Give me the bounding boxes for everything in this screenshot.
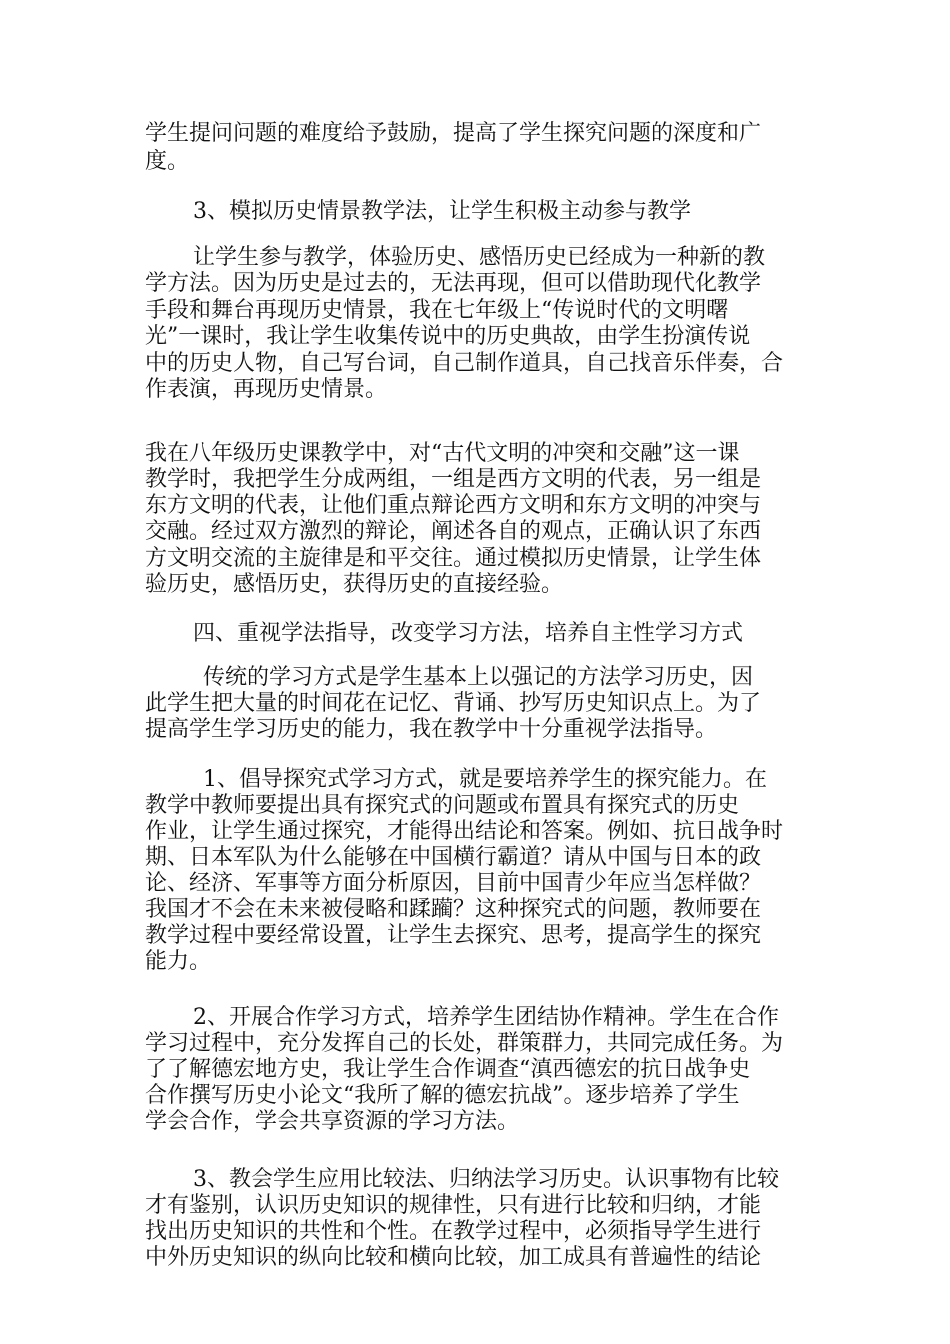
text-line: 提高学生学习历史的能力，我在教学中十分重视学法指导。 [145, 717, 718, 742]
text-line: 能力。 [145, 949, 212, 974]
text-line: 手段和舞台再现历史情景，我在七年级上“传说时代的文明曙 [145, 298, 729, 323]
text-line: 东方文明的代表，让他们重点辩论西方文明和东方文明的冲突与 [145, 493, 762, 518]
text-line: 度。 [145, 149, 190, 174]
section-heading: 四、重视学法指导，改变学习方法，培养自主性学习方式 [193, 621, 744, 646]
text-line: 教学时，我把学生分成两组，一组是西方文明的代表，另一组是 [145, 467, 762, 492]
text-line: 验历史，感悟历史，获得历史的直接经验。 [145, 572, 564, 597]
text-line: 中外历史知识的纵向比较和横向比较，加工成具有普遍性的结论 [145, 1245, 762, 1270]
text-line: 传统的学习方式是学生基本上以强记的方法学习历史，因 [203, 665, 754, 690]
text-line: 作业，让学生通过探究，才能得出结论和答案。例如、抗日战争时 [145, 819, 784, 844]
text-line: 光”一课时，我让学生收集传说中的历史典故，由学生扮演传说 [145, 324, 751, 349]
text-line: 2、开展合作学习方式，培养学生团结协作精神。学生在合作 [193, 1005, 779, 1030]
text-line: 此学生把大量的时间花在记忆、背诵、抄写历史知识点上。为了 [145, 691, 762, 716]
text-line: 合作撰写历史小论文“我所了解的德宏抗战”。逐步培养了学生 [145, 1083, 740, 1108]
text-line: 教学中教师要提出具有探究式的问题或布置具有探究式的历史 [145, 793, 740, 818]
text-line: 期、日本军队为什么能够在中国横行霸道？请从中国与日本的政 [145, 845, 762, 870]
text-line: 让学生参与教学，体验历史、感悟历史已经成为一种新的教 [193, 245, 766, 270]
text-line: 才有鉴别，认识历史知识的规律性，只有进行比较和归纳，才能 [145, 1193, 762, 1218]
text-line: 找出历史知识的共性和个性。在教学过程中，必须指导学生进行 [145, 1219, 762, 1244]
text-line: 我在八年级历史课教学中，对“古代文明的冲突和交融”这一课 [145, 441, 740, 466]
text-line: 教学过程中要经常设置，让学生去探究、思考，提高学生的探究 [145, 923, 762, 948]
text-line: 了了解德宏地方史，我让学生合作调查“滇西德宏的抗日战争史 [145, 1057, 751, 1082]
text-line: 3、教会学生应用比较法、归纳法学习历史。认识事物有比较 [193, 1167, 779, 1192]
text-line: 学方法。因为历史是过去的，无法再现，但可以借助现代化教学 [145, 271, 762, 296]
text-line: 作表演，再现历史情景。 [145, 377, 388, 402]
text-line: 我国才不会在未来被侵略和蹂躏？这种探究式的问题，教师要在 [145, 897, 762, 922]
text-line: 1、倡导探究式学习方式，就是要培养学生的探究能力。在 [203, 767, 767, 792]
text-line: 交融。经过双方激烈的辩论，阐述各自的观点，正确认识了东西 [145, 519, 762, 544]
text-line: 方文明交流的主旋律是和平交往。通过模拟历史情景，让学生体 [145, 546, 762, 571]
text-line: 学会合作，学会共享资源的学习方法。 [145, 1109, 520, 1134]
text-line: 学习过程中，充分发挥自己的长处，群策群力，共同完成任务。为 [145, 1031, 784, 1056]
section-heading: 3、模拟历史情景教学法，让学生积极主动参与教学 [193, 199, 691, 224]
text-line: 学生提问问题的难度给予鼓励，提高了学生探究问题的深度和广 [145, 121, 762, 146]
text-line: 中的历史人物，自己写台词，自己制作道具，自己找音乐伴奏，合 [145, 351, 784, 376]
text-line: 论、经济、军事等方面分析原因，目前中国青少年应当怎样做？ [145, 871, 762, 896]
